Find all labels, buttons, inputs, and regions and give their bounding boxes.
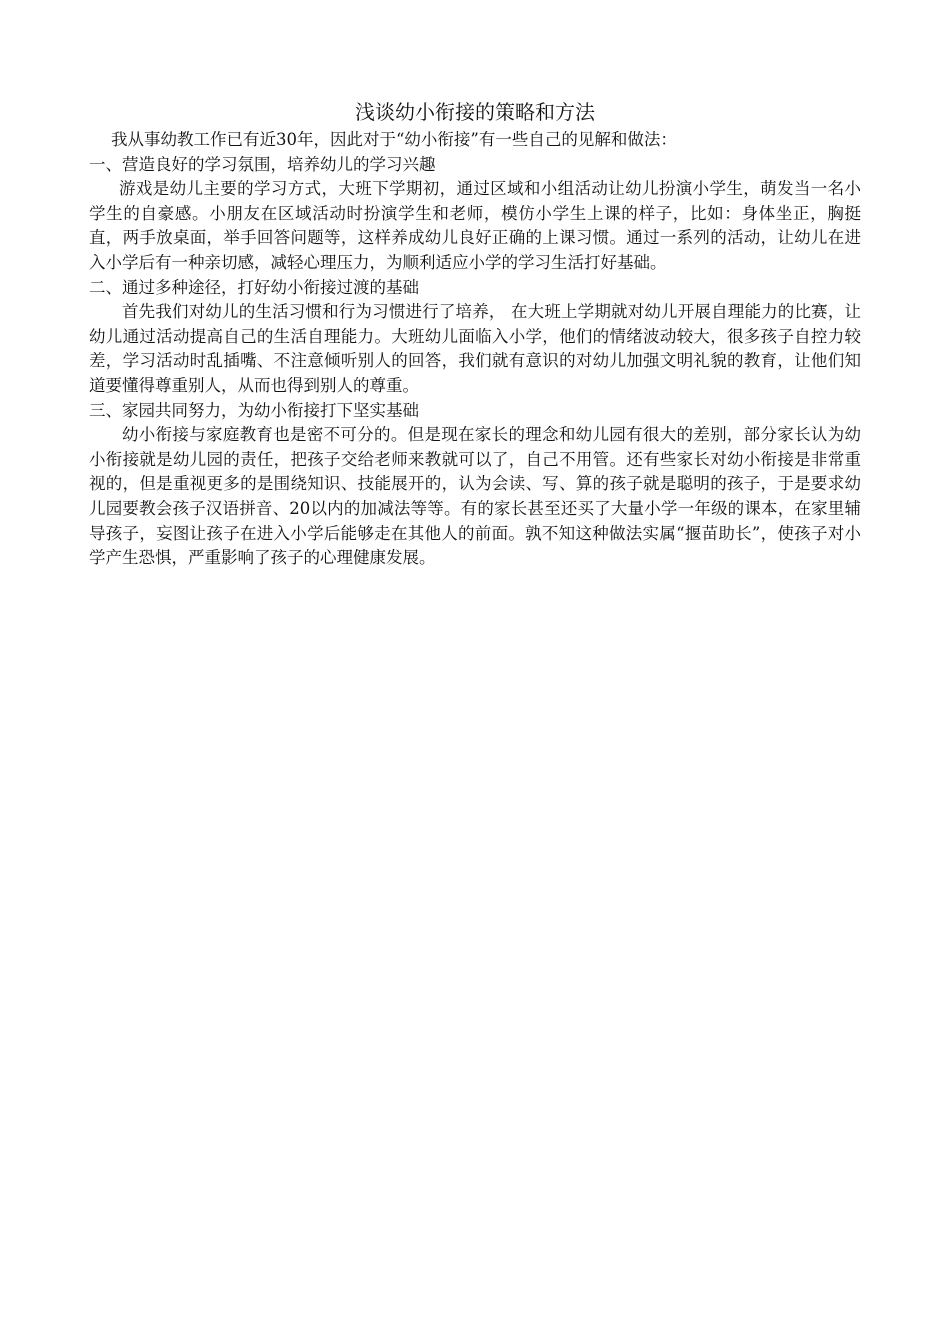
section-heading: 一、营造良好的学习氛围，培养幼儿的学习兴趣: [89, 154, 436, 174]
intro-paragraph: 我从事幼教工作已有近30年，因此对于“幼小衔接”有一些自己的见解和做法：: [111, 130, 677, 149]
section-paragraph: 首先我们对幼儿的生活习惯和行为习惯进行了培养， 在大班上学期就对幼儿开展自理能力的比赛，让幼儿通过活动提高自己的生活自理能力。大班幼儿面临入小学，他们的情绪波动较大，很多孩子自控力较差，学习活动时乱插嘴、不注意倾听别人的回答，我们就有意识的对幼儿加强文明礼貌的教育，让他们知道要懂得尊重别人，从而也得到别人的尊重。: [89, 302, 861, 395]
document-page: [89, 96, 861, 571]
section-heading: 三、家园共同努力，为幼小衔接打下坚实基础: [89, 400, 419, 420]
section-1: [89, 153, 861, 276]
section-paragraph: 游戏是幼儿主要的学习方式，大班下学期初，通过区域和小组活动让幼儿扮演小学生，萌发当一名小学生的自豪感。小朋友在区域活动时扮演学生和老师，模仿小学生上课的样子，比如：身体坐正，胸挺直，两手放桌面，举手回答问题等，这样养成幼儿良好正确的上课习惯。通过一系列的活动，让幼儿在进入小学后有一种亲切感，减轻心理压力，为顺利适应小学的学习生活打好基础。: [89, 179, 861, 272]
section-2: [89, 276, 861, 399]
section-3: [89, 399, 861, 571]
document-title: 浅谈幼小衔接的策略和方法: [355, 100, 595, 124]
section-heading: 二、通过多种途径，打好幼小衔接过渡的基础: [89, 277, 419, 297]
section-paragraph: 幼小衔接与家庭教育也是密不可分的。但是现在家长的理念和幼儿园有很大的差别，部分家长认为幼小衔接就是幼儿园的责任，把孩子交给老师来教就可以了，自己不用管。还有些家长对幼小衔接是非常重视的，但是重视更多的是围绕知识、技能展开的，认为会读、写、算的孩子就是聪明的孩子，于是要求幼儿园要教会孩子汉语拼音、20以内的加减法等等。有的家长甚至还买了大量小学一年级的课本，在家里辅导孩子，妄图让孩子在进入小学后能够走在其他人的前面。孰不知这种做法实属“揠苗助长”，使孩子对小学产生恐惧，严重影响了孩子的心理健康发展。: [89, 425, 861, 568]
